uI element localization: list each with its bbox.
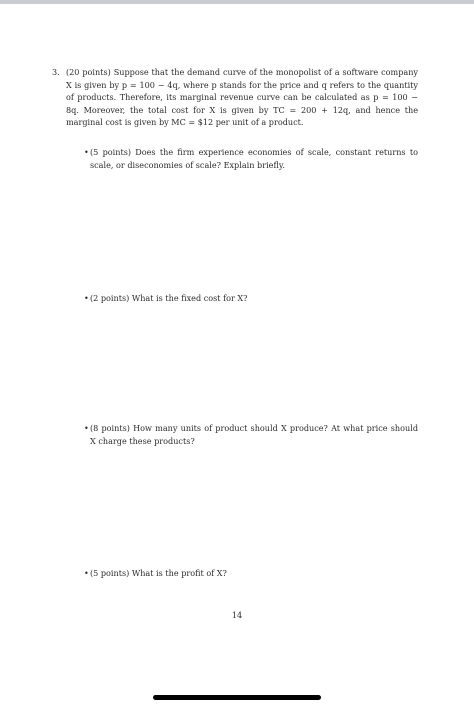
bullet-icon: • [84, 423, 89, 433]
question-item [84, 292, 418, 305]
question-text: (8 points) How many units of product should X produce? At what price should X charge these products? [90, 423, 418, 446]
question-text: (2 points) What is the fixed cost for X? [90, 293, 248, 303]
problem-text: (20 points) Suppose that the demand curve of the monopolist of a software company X is given by p = 100 − 4q, where p stands for the price and q refers to the quantity of products. Therefore, its marginal revenue curve can be calculated as p = 100 − 8q. Moreover, the total cost for X is given by TC = 200 + 12q, and hence the marginal cost is given by MC = $12 per unit of a product. [66, 67, 418, 128]
question-item [84, 567, 418, 580]
question-item [84, 146, 418, 171]
page-number: 14 [231, 610, 243, 620]
bullet-icon: • [84, 568, 89, 578]
bullet-icon: • [84, 147, 89, 157]
question-text: (5 points) Does the firm experience economies of scale, constant returns to scale, or diseconomies of scale? Explain briefly. [90, 147, 418, 170]
problem-number: 3. [52, 67, 60, 77]
question-item [84, 422, 418, 447]
home-indicator[interactable] [153, 695, 321, 700]
top-bar [0, 0, 474, 4]
question-text: (5 points) What is the profit of X? [90, 568, 227, 578]
bullet-icon: • [84, 293, 89, 303]
problem-statement [52, 66, 418, 129]
